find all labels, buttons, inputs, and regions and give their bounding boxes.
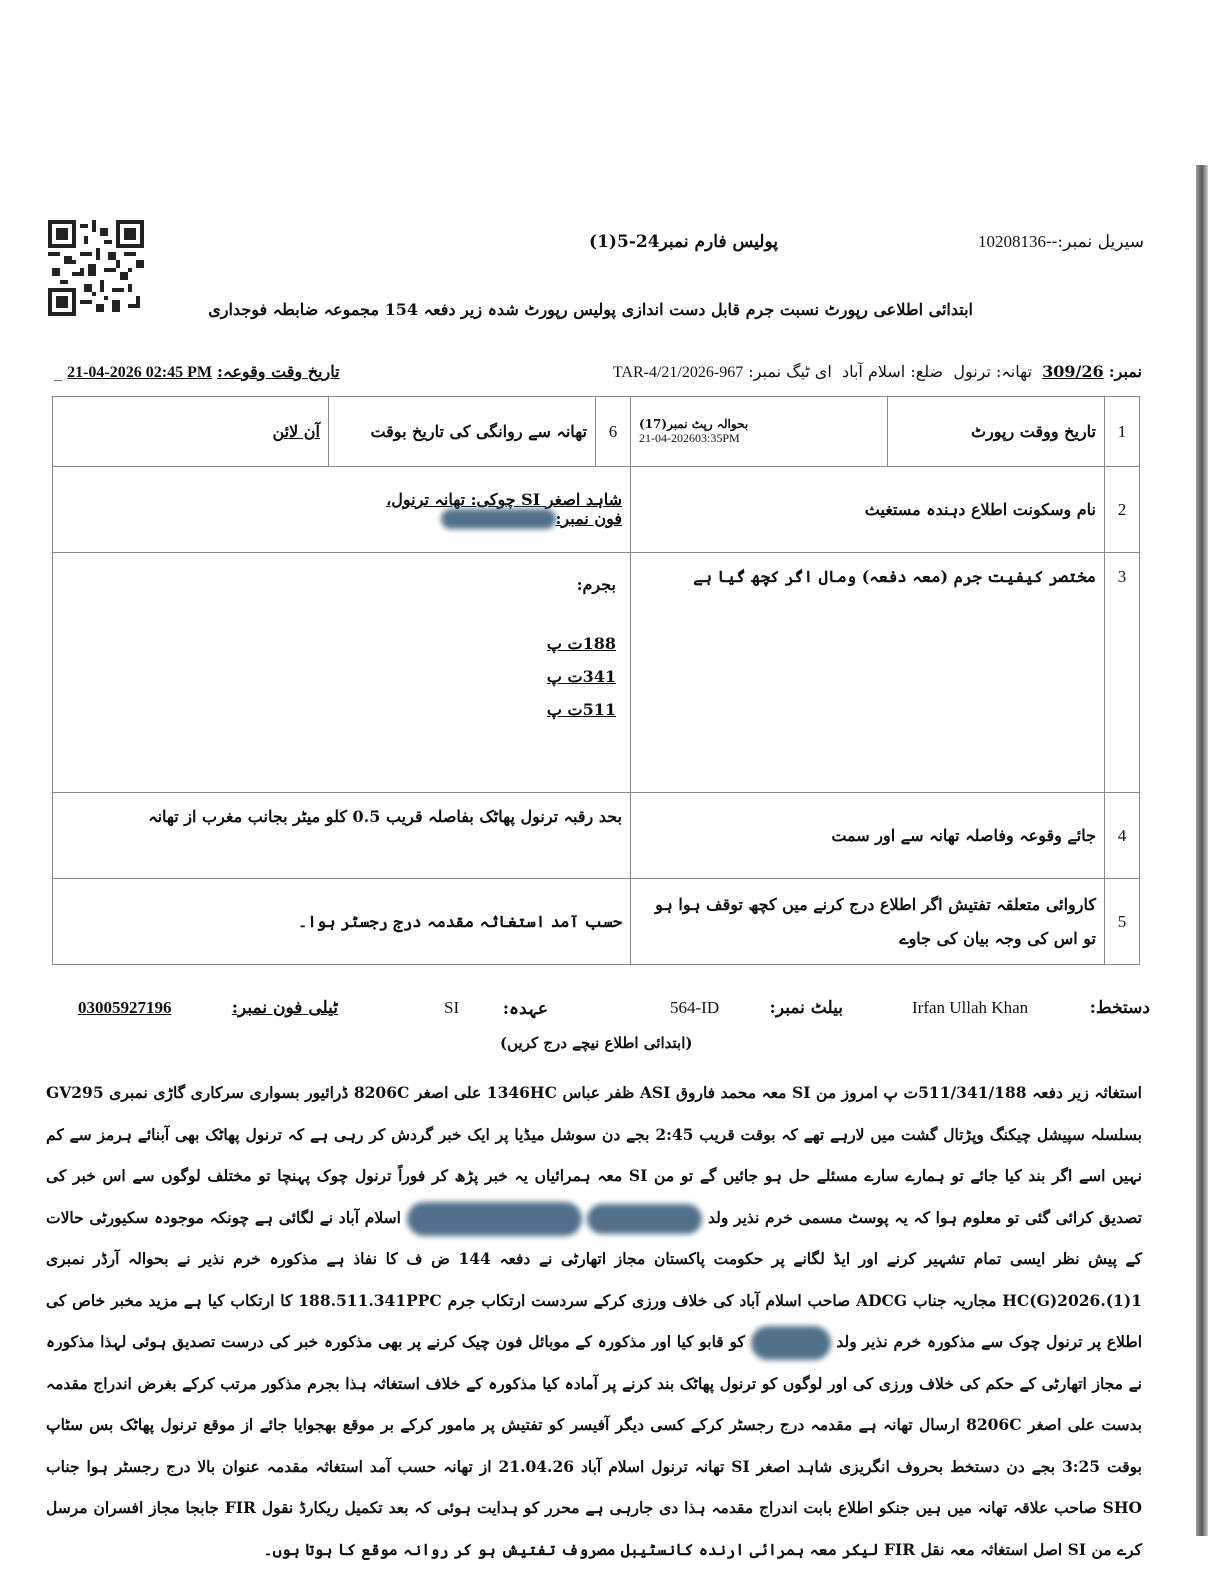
redacted-phone <box>441 509 556 529</box>
thana-label: تھانہ: <box>996 362 1032 381</box>
belt-value: 564-ID <box>670 998 720 1017</box>
page-edge-shadow <box>1196 165 1208 1536</box>
crime-label: بجرم: <box>576 575 616 594</box>
informant-name: شاہد اصغر SI چوکی: تھانہ ترنول، <box>386 489 622 509</box>
qr-code <box>48 220 144 316</box>
section-511: 511ت پ <box>546 700 616 719</box>
crime-sections-cell <box>53 553 631 793</box>
row-label: نام وسکونت اطلاع دہندہ مستغیث <box>631 467 1105 553</box>
row-label: تھانہ سے روانگی کی تاریخ بوقت <box>329 397 596 467</box>
row-label: جائے وقوعہ وفاصلہ تھانہ سے اور سمت <box>631 793 1105 879</box>
report-datetime: 21-04-202603:35PM <box>639 431 740 445</box>
row-label: تاریخ ووقت رپورٹ <box>888 397 1105 467</box>
fir-number-value: 309/26 <box>1042 362 1104 381</box>
document-title: ابتدائی اطلاعی رپورٹ نسبت جرم قابل دست اندازی پولیس رپورٹ شدہ زیر دفعہ 154 مجموعہ ضابطہ فوجداری <box>208 300 973 319</box>
phone-value: 03005927196 <box>78 998 172 1017</box>
serial-number-line <box>978 232 1144 252</box>
action-taken: حسب آمد استغاثہ مقدمہ درج رجسٹر ہوا۔ <box>53 879 631 965</box>
section-188: 188ت پ <box>546 634 616 653</box>
narrative-part-3: کو قابو کیا اور مذکورہ کے موبائل فون چیک کرنے پر بھی مذکورہ خبر کی درست تصدیق ہوئی لہذا مذکورہ نے مجاز اتھارٹی کے حکم کی خلاف ورزی کی اور لوگوں کو ترنول پھاٹک بند کرنے پر آمادہ کیا مذکورہ کے خلاف استغاثہ ہذا بجرم مذکور مرتب کرکے بغرض اندراج مقدمہ بدست علی اصغر 8206C ارسال تھانہ ہے مقدمہ درج رجسٹر کرکے کسی دیگر آفیسر کو تفتیش پر مامور کرکے بر موقع بھجوایا جائے از موقع ترنول پھاٹک بس سٹاپ بوقت 3:25 بجے دن دستخط بحروف انگریزی شاہد اصغر SI تھانہ ترنول اسلام آباد 21.04.26 از تھانہ حسب آمد استغاثہ مقدمہ عنوان بالا درج رجسٹر ہوا جناب SHO صاحب علاقہ تھانہ میں ہیں جنکو اطلاع بابت اندراج مقدمہ ہذا دی جارہی ہے محرر کو ہدایت ہوئی کہ بعد تکمیل ریکارڈ نقول FIR جابجا مجاز افسران مرسل کرے من SI اصل استغاثہ معہ نقل FIR لیکر معہ ہمرائی ارندہ کانسٹیبل مصروف تفتیش ہو کر روانہ موقع کا ہوتا ہوں۔ <box>46 1332 1143 1559</box>
report-reference: بحوالہ رپٹ نمبر(17) <box>639 417 749 431</box>
row-label: کاروائی متعلقہ تفتیش اگر اطلاع درج کرنے میں کچھ توقف ہوا ہو تو اس کی وجہ بیان کی جاوے <box>631 879 1105 965</box>
occurrence-value: 21-04-2026 02:45 PM <box>67 364 212 381</box>
sign-label: دستخط: <box>1089 998 1150 1018</box>
occurrence-label: تاریخ وقت وقوعہ: <box>217 362 340 381</box>
serial-value: 10208136 <box>977 232 1046 251</box>
belt-label: بیلٹ نمبر: <box>769 998 843 1018</box>
table-row <box>53 879 1140 965</box>
table-row <box>53 793 1140 879</box>
police-form-number: پولیس فارم نمبر24-5(1) <box>589 232 778 252</box>
informant-phone: فون نمبر: <box>61 509 622 530</box>
table-row <box>53 467 1140 553</box>
departure-value: آن لائن <box>53 397 329 467</box>
instruction-note: (ابتدائی اطلاع نیچے درج کریں) <box>500 1034 693 1052</box>
serial-label: سیریل نمبر:-- <box>1045 232 1144 252</box>
etag-value: TAR-4/21/2026-967 <box>612 364 744 381</box>
row-label: مختصر کیفیت جرم (معہ دفعہ) ومال اگر کچھ گیا ہے <box>631 553 1105 793</box>
place-of-occurrence: بحد رقبہ ترنول پھاٹک بفاصلہ قریب 0.5 کلو میٹر بجانب مغرب از تھانہ <box>53 793 631 879</box>
rank-label: عہدہ: <box>502 999 548 1019</box>
informant-cell <box>53 467 631 553</box>
row-number: 3 <box>1105 553 1140 793</box>
row-number: 6 <box>596 397 631 467</box>
officer-name: Irfan Ullah Khan <box>912 998 1029 1017</box>
redacted-name-2 <box>407 1202 582 1236</box>
table-row <box>53 553 1140 793</box>
district-value: اسلام آباد <box>841 362 906 381</box>
section-341: 341ت پ <box>546 667 616 686</box>
fir-table <box>52 396 1140 965</box>
etag-label: ای ٹیگ نمبر: <box>748 362 832 381</box>
row-number: 4 <box>1105 793 1140 879</box>
fir-number-label: نمبر: <box>1108 362 1142 381</box>
row-number: 1 <box>1105 397 1140 467</box>
redacted-name-3 <box>751 1326 831 1360</box>
case-info-line <box>613 362 1142 382</box>
redacted-name-1 <box>587 1204 702 1234</box>
narrative-part-1: استغاثہ زیر دفعہ 511/341/188ت پ امروز من SI معہ محمد فاروق ASI ظفر عباس 1346HC علی اصغر 8206C ڈرائیور بسواری سرکاری گاڑی نمبری GV295 بسلسلہ سپیشل چیکنگ وپڑتال گشت میں لارہے تھے کہ بوقت قریب 2:45 بجے دن سوشل میڈیا پر ایک خبر گردش کر رہی ہے کہ ترنول پھاٹک بھی آبنائے ہرمز سے کم نہیں اسے اگر بند کیا جائے تو ہمارے سارے مسئلے حل ہو جائیں گے تو من SI معہ ہمرائیاں یہ خبر پڑھ کر فوراً ترنول چوک پہنچا تو مختلف لوگوں سے اس خبر کی تصدیق کرائی گئی تو معلوم ہوا کہ یہ پوسٹ مسمی خرم نذیر ولد <box>46 1083 1142 1227</box>
thana-value: ترنول <box>953 362 991 381</box>
occurrence-line: تاریخ وقت وقوعہ: 21-04-2026 02:45 PM _ <box>54 362 340 381</box>
row-number: 5 <box>1105 879 1140 965</box>
phone-label: ٹیلی فون نمبر: <box>231 998 338 1018</box>
narrative <box>46 1072 1142 1570</box>
report-datetime-cell <box>631 397 888 467</box>
rank-value: SI <box>444 998 460 1017</box>
row-number: 2 <box>1105 467 1140 553</box>
narrative-part-2: اسلام آباد نے لگائی ہے چونکہ موجودہ سکیورٹی حالات کے پیش نظر ایسی تمام تشہیر کرنے اور ایڈ لگانے پر حکومت پاکستان مجاز اتھارٹی نے دفعہ 144 ض ف کا نفاذ ہے مذکورہ خرم نذیر نے بحوالہ آرڈر نمبری 1(1).HC(G)2026 مجاریہ جناب ADCG صاحب اسلام آباد کی خلاف ورزی کرکے سردست ارتکاب جرم 188.511.341PPC کا ارتکاب کیا ہے مزید مخبر خاص کی اطلاع پر ترنول چوک سے مذکورہ خرم نذیر ولد <box>46 1207 1143 1351</box>
district-label: ضلع: <box>910 362 944 381</box>
table-row <box>53 397 1140 467</box>
